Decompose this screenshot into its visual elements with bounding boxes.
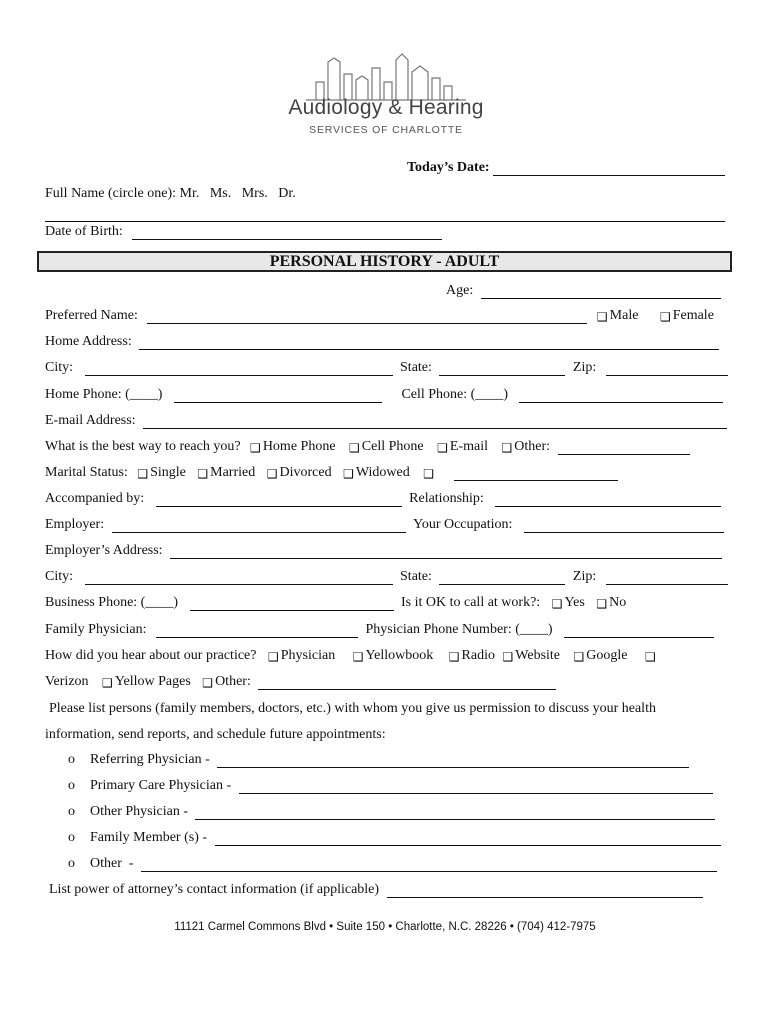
occupation-label: Your Occupation: [413, 517, 513, 532]
cell-phone-label: Cell Phone: (____) [401, 387, 508, 402]
state-field[interactable] [439, 361, 565, 376]
dob-row [45, 224, 730, 244]
marital-row [45, 465, 730, 485]
reach-other-field[interactable] [558, 440, 690, 455]
hear-other-checkbox[interactable]: ❑ Other: [202, 674, 251, 690]
phone-row [45, 387, 730, 407]
employer-field[interactable] [112, 518, 406, 533]
accompanied-label: Accompanied by: [45, 491, 145, 506]
accompanied-field[interactable] [156, 492, 402, 507]
email-label: E-mail Address: [45, 413, 136, 428]
employer-state-field[interactable] [439, 570, 565, 585]
marital-other-checkbox[interactable]: ❑ [423, 467, 434, 481]
primary-care-physician-field[interactable] [239, 779, 713, 794]
reach-home-phone-checkbox[interactable]: ❑ Home Phone [250, 439, 336, 455]
business-phone-row [45, 595, 730, 615]
contact-family-member: o Family Member (s) - [68, 830, 730, 850]
city-skyline-icon [276, 52, 496, 102]
city-row [45, 360, 730, 380]
hear-verizon-checkbox[interactable]: ❑ [645, 650, 656, 664]
permission-text-1: Please list persons (family members, doctors, etc.) with whom you give us permission to discuss your health [49, 701, 656, 716]
reach-other-checkbox[interactable]: ❑ Other: [501, 439, 551, 455]
preferred-name-field[interactable] [147, 309, 587, 324]
business-phone-label: Business Phone: (____) [45, 595, 178, 610]
marital-single-checkbox[interactable]: ❑ Single [137, 465, 186, 481]
full-name-row [45, 186, 730, 206]
marital-label: Marital Status: [45, 465, 128, 480]
city-field[interactable] [85, 361, 393, 376]
other-contact-field[interactable] [141, 857, 717, 872]
preferred-name-label: Preferred Name: [45, 308, 138, 323]
family-physician-field[interactable] [156, 623, 358, 638]
occupation-field[interactable] [524, 518, 724, 533]
age-label: Age: [446, 283, 474, 298]
zip-label: Zip: [572, 360, 597, 375]
dob-label: Date of Birth: [45, 224, 123, 239]
full-name-label: Full Name (circle one): Mr. Ms. Mrs. Dr. [45, 186, 296, 201]
state-label: State: [400, 360, 432, 375]
dob-field[interactable] [132, 225, 442, 240]
city-label: City: [45, 360, 74, 375]
marital-widowed-checkbox[interactable]: ❑ Widowed [343, 465, 410, 481]
employer-label: Employer: [45, 517, 105, 532]
employer-address-row [45, 543, 730, 563]
practice-logo [276, 52, 496, 142]
referring-physician-field[interactable] [217, 753, 689, 768]
cell-phone-field[interactable] [519, 388, 723, 403]
section-header: PERSONAL HISTORY - ADULT [37, 251, 732, 272]
family-member-field[interactable] [215, 831, 721, 846]
home-address-label: Home Address: [45, 334, 132, 349]
home-address-row [45, 334, 730, 354]
home-phone-label: Home Phone: (____) [45, 387, 163, 402]
contact-other: o Other - [68, 856, 730, 876]
ok-call-label: Is it OK to call at work?: [401, 595, 541, 610]
hear-radio-checkbox[interactable]: ❑ Radio [448, 648, 495, 664]
full-name-field[interactable] [45, 207, 725, 222]
age-field[interactable] [481, 284, 721, 299]
other-physician-field[interactable] [195, 805, 715, 820]
email-field[interactable] [143, 414, 727, 429]
reach-cell-phone-checkbox[interactable]: ❑ Cell Phone [349, 439, 424, 455]
accompanied-row [45, 491, 730, 511]
zip-field[interactable] [606, 361, 728, 376]
family-physician-row [45, 622, 730, 642]
hear-yellowbook-checkbox[interactable]: ❑ Yellowbook [352, 648, 434, 664]
home-address-field[interactable] [139, 335, 719, 350]
relationship-label: Relationship: [409, 491, 484, 506]
hear-other-field[interactable] [258, 675, 556, 690]
female-checkbox[interactable]: ❑ Female [659, 308, 714, 324]
marital-divorced-checkbox[interactable]: ❑ Divorced [266, 465, 332, 481]
physician-phone-field[interactable] [564, 623, 714, 638]
male-checkbox[interactable]: ❑ Male [596, 308, 639, 324]
todays-date-row [407, 160, 730, 180]
employer-address-field[interactable] [170, 544, 722, 559]
relationship-field[interactable] [495, 492, 721, 507]
age-row [446, 283, 730, 303]
reach-row [45, 439, 730, 459]
preferred-name-row [45, 308, 730, 328]
hear-website-checkbox[interactable]: ❑ Website [502, 648, 561, 664]
hear-google-checkbox[interactable]: ❑ Google [573, 648, 628, 664]
hear-label: How did you hear about our practice? [45, 648, 257, 663]
hear-row-1 [45, 648, 730, 668]
marital-other-field[interactable] [454, 466, 618, 481]
logo-title: Audiology & Hearing [288, 96, 484, 119]
reach-label: What is the best way to reach you? [45, 439, 241, 454]
contact-referring: o Referring Physician - [68, 752, 730, 772]
hear-yellow-pages-checkbox[interactable]: ❑ Yellow Pages [102, 674, 191, 690]
hear-physician-checkbox[interactable]: ❑ Physician [267, 648, 336, 664]
reach-email-checkbox[interactable]: ❑ E-mail [437, 439, 489, 455]
email-row [45, 413, 730, 433]
contact-other-physician: o Other Physician - [68, 804, 730, 824]
employer-row [45, 517, 730, 537]
todays-date-field[interactable] [493, 161, 725, 176]
employer-zip-field[interactable] [606, 570, 728, 585]
employer-zip-label: Zip: [572, 569, 597, 584]
poa-row [49, 882, 730, 902]
ok-call-yes-checkbox[interactable]: ❑ Yes [551, 595, 585, 611]
poa-label: List power of attorney’s contact information (if applicable) [49, 882, 380, 897]
footer-address: 11121 Carmel Commons Blvd • Suite 150 • Charlotte, N.C. 28226 • (704) 412-7975 [174, 921, 596, 933]
employer-city-label: City: [45, 569, 74, 584]
employer-address-label: Employer’s Address: [45, 543, 163, 558]
business-phone-field[interactable] [190, 596, 394, 611]
contact-primary-care: o Primary Care Physician - [68, 778, 730, 798]
hear-row-2 [45, 674, 730, 694]
todays-date-label: Today’s Date: [407, 160, 490, 175]
employer-city-field[interactable] [85, 570, 393, 585]
hear-verizon-label: Verizon [45, 674, 89, 689]
logo-subtitle: SERVICES OF CHARLOTTE [309, 124, 463, 136]
ok-call-no-checkbox[interactable]: ❑ No [596, 595, 627, 611]
home-phone-field[interactable] [174, 388, 382, 403]
permission-text-2: information, send reports, and schedule future appointments: [45, 727, 386, 742]
physician-phone-label: Physician Phone Number: (____) [365, 622, 553, 637]
poa-field[interactable] [387, 883, 703, 898]
employer-state-label: State: [400, 569, 432, 584]
marital-married-checkbox[interactable]: ❑ Married [197, 465, 256, 481]
employer-city-row [45, 569, 730, 589]
family-physician-label: Family Physician: [45, 622, 147, 637]
